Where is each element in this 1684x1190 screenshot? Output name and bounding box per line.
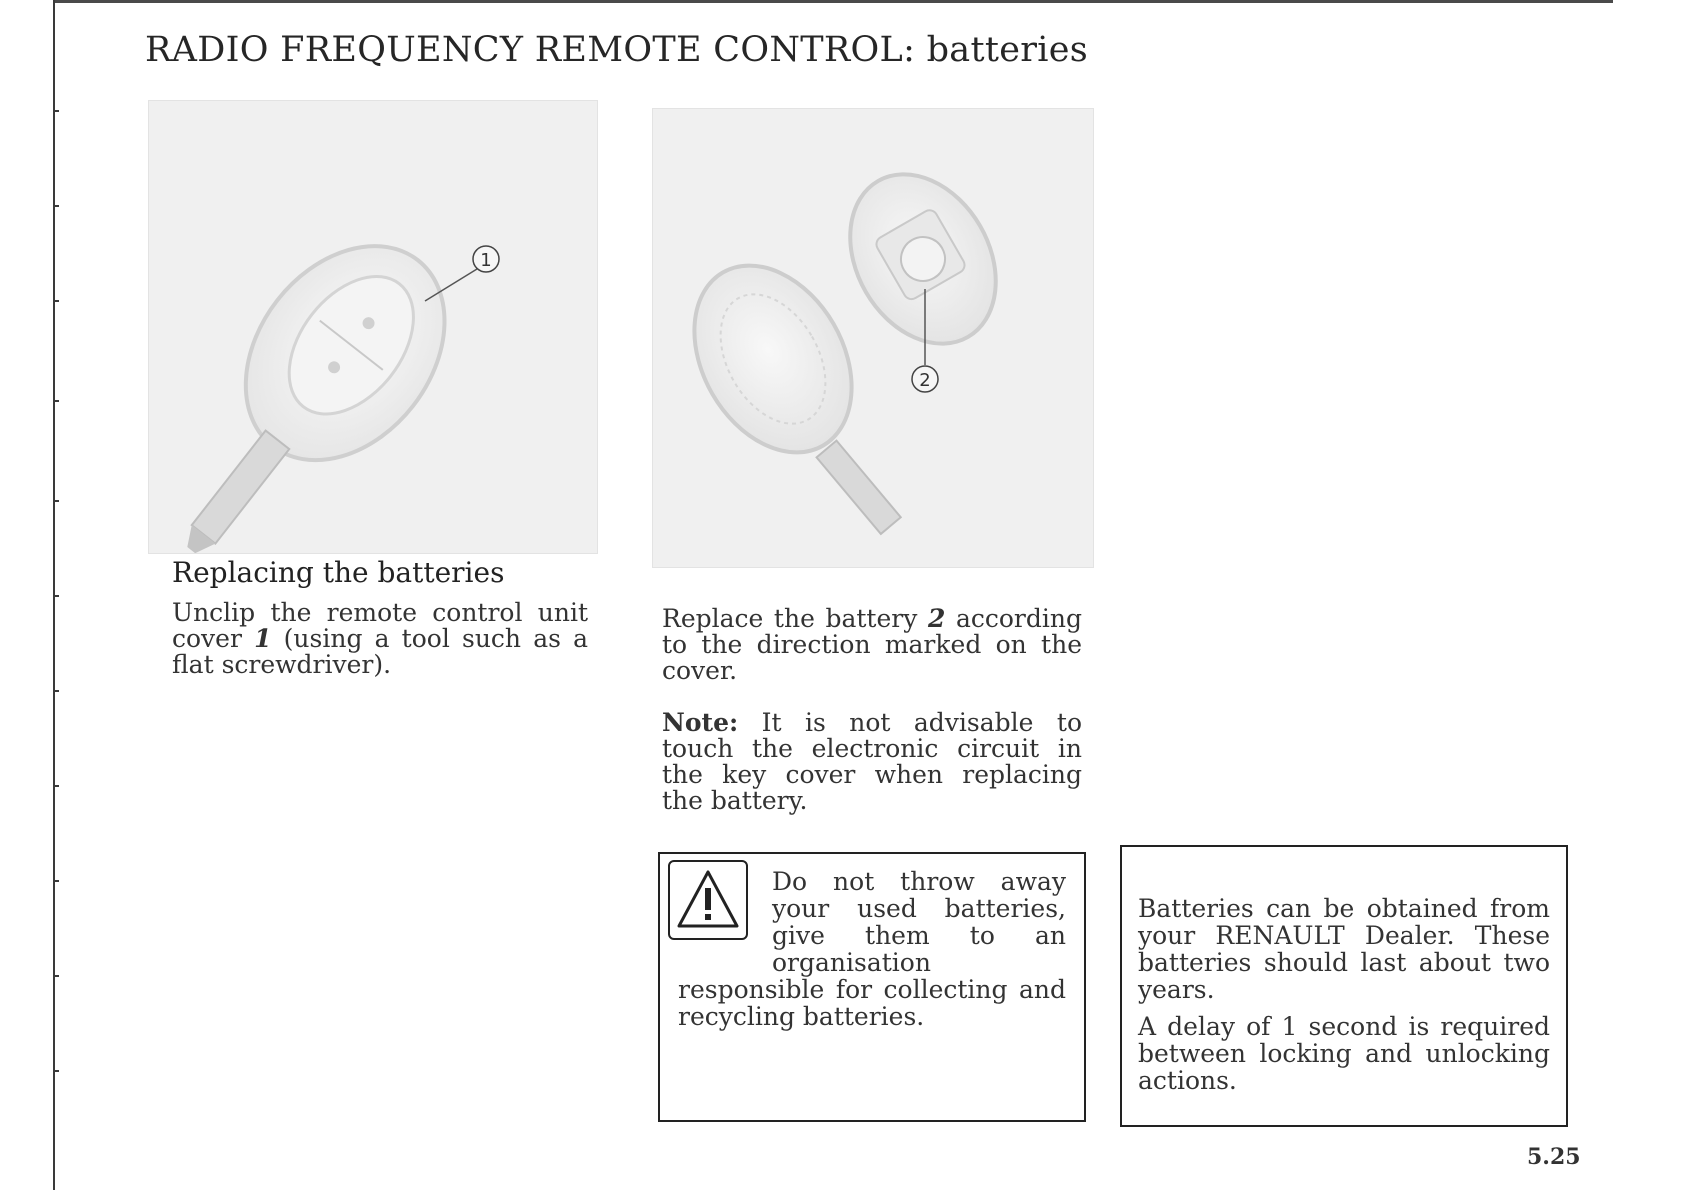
figure-remote-key <box>148 100 598 554</box>
opened-key-illustration <box>653 109 1093 567</box>
binding-tick <box>53 595 59 597</box>
binding-tick <box>53 975 59 977</box>
warning-box <box>658 852 1086 1122</box>
page-title: RADIO FREQUENCY REMOTE CONTROL: batteries <box>145 30 1089 70</box>
ref-2: 2 <box>927 604 946 633</box>
binding-tick <box>53 500 59 502</box>
section-heading: Replacing the batteries <box>172 556 505 589</box>
figure-opened-key <box>652 108 1094 568</box>
note-label: Note: <box>662 708 739 737</box>
info-box <box>1120 845 1568 1127</box>
info-paragraph-1: Batteries can be obtained from your RENAULT Dealer. These batteries should last about two years. <box>1138 894 1550 1004</box>
binding-tick <box>53 690 59 692</box>
binding-tick <box>53 110 59 112</box>
binding-tick <box>53 400 59 402</box>
remote-key-illustration <box>149 101 597 553</box>
left-column-text <box>172 600 588 704</box>
callout-1: 1 <box>480 250 492 271</box>
binding-tick <box>53 300 59 302</box>
note-paragraph: Note: It is not advisable to touch the electronic circuit in the key cover when replacing the battery. <box>662 708 1082 815</box>
info-paragraph-2: A delay of 1 second is required between locking and unlocking actions. <box>1138 1012 1550 1095</box>
warning-text: Do not throw away your used batteries, give them to an organisation responsible for collecting and recycling batteries. <box>678 867 1066 1031</box>
replace-battery-paragraph: Replace the battery 2 according to the direction marked on the cover. <box>662 604 1082 685</box>
binding-tick <box>53 1070 59 1072</box>
ref-1: 1 <box>254 624 272 653</box>
info-text <box>1138 895 1550 1104</box>
unclip-paragraph: Unclip the remote control unit cover 1 (using a tool such as a flat screwdriver). <box>172 598 588 679</box>
binding-tick <box>53 785 59 787</box>
binding-tick <box>53 205 59 207</box>
binding-tick <box>53 880 59 882</box>
middle-column-text <box>662 606 1082 840</box>
top-rule <box>53 0 1613 3</box>
callout-2: 2 <box>919 370 931 391</box>
page-number: 5.25 <box>1527 1144 1581 1170</box>
